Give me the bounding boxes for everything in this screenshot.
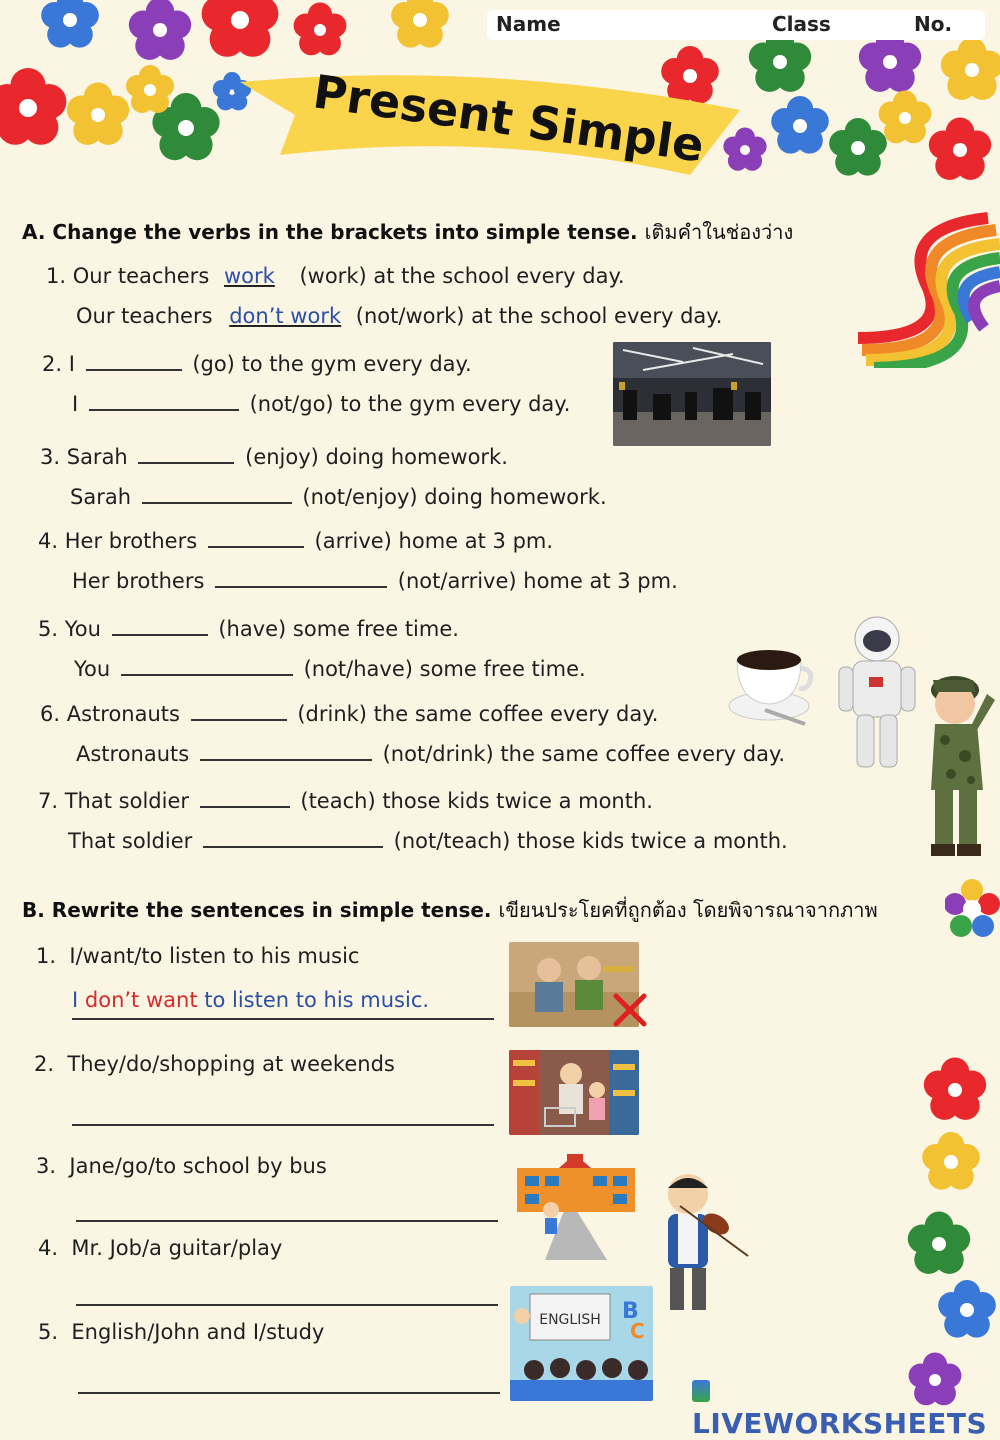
svg-text:C: C	[630, 1319, 645, 1343]
page-title: Present Simple	[309, 64, 708, 173]
school-illustration	[515, 1148, 637, 1260]
a6-input[interactable]	[191, 718, 287, 721]
a7-neg-input[interactable]	[203, 845, 383, 848]
b1-answer[interactable]: I don’t want to listen to his music.	[72, 988, 430, 1012]
b4-prompt: 4. Mr. Job/a guitar/play	[38, 1236, 283, 1260]
b1-prompt: 1. I/want/to listen to his music	[36, 944, 360, 968]
a6-neg-input[interactable]	[200, 758, 372, 761]
coffee-cup	[725, 640, 817, 730]
a2-positive: 2. I (go) to the gym every day.	[42, 352, 472, 376]
a4-neg-input[interactable]	[215, 585, 387, 588]
a5-input[interactable]	[112, 633, 208, 636]
a6-positive: 6. Astronauts (drink) the same coffee every day.	[40, 702, 659, 726]
a1-answer[interactable]: work	[223, 264, 275, 288]
a2-input[interactable]	[86, 368, 182, 371]
saluting-soldier	[915, 660, 1000, 860]
a4-negative: Her brothers (not/arrive) home at 3 pm.	[72, 569, 678, 593]
b3-prompt: 3. Jane/go/to school by bus	[36, 1154, 327, 1178]
a6-negative: Astronauts (not/drink) the same coffee every day.	[76, 742, 786, 766]
b4-answer-line[interactable]	[76, 1304, 498, 1306]
b3-answer-line[interactable]	[76, 1220, 498, 1222]
a5-neg-input[interactable]	[121, 673, 293, 676]
a4-positive: 4. Her brothers (arrive) home at 3 pm.	[38, 529, 554, 553]
a7-positive: 7. That soldier (teach) those kids twice a month.	[38, 789, 653, 813]
a2-negative: I (not/go) to the gym every day.	[72, 392, 571, 416]
a2-neg-input[interactable]	[89, 408, 239, 411]
title-banner	[220, 60, 760, 190]
gym-photo	[613, 342, 771, 446]
section-b-heading: B. Rewrite the sentences in simple tense. เขียนประโยคที่ถูกต้อง โดยพิจารณาจากภาพ	[22, 898, 878, 922]
flower-decoration-bottom	[905, 1050, 1000, 1414]
flower-decoration-b	[945, 878, 1000, 942]
a7-negative: That soldier (not/teach) those kids twice a month.	[68, 829, 788, 853]
a1-negative: Our teachers don’t work (not/work) at the school every day.	[76, 304, 723, 328]
a1-positive: 1. Our teachers work (work) at the school every day.	[46, 264, 625, 288]
a5-positive: 5. You (have) some free time.	[38, 617, 459, 641]
a3-positive: 3. Sarah (enjoy) doing homework.	[40, 445, 508, 469]
section-a-heading: A. Change the verbs in the brackets into simple tense. เติมคำในช่องว่าง	[22, 220, 794, 244]
brand-logo-icon	[692, 1380, 710, 1402]
astronaut	[835, 615, 920, 775]
a7-input[interactable]	[200, 805, 290, 808]
a1-neg-answer[interactable]: don’t work	[229, 304, 342, 328]
a3-input[interactable]	[138, 461, 234, 464]
a3-neg-input[interactable]	[142, 501, 292, 504]
name-label: Name	[496, 12, 561, 36]
a4-input[interactable]	[208, 545, 304, 548]
liveworksheets-brand: LIVEWORKSHEETS	[692, 1374, 1000, 1440]
b2-answer-line[interactable]	[72, 1124, 494, 1126]
shopping-photo	[509, 1050, 639, 1135]
cross-icon	[610, 990, 650, 1030]
a3-negative: Sarah (not/enjoy) doing homework.	[70, 485, 607, 509]
svg-text:B: B	[622, 1299, 639, 1324]
class-label: Class	[772, 12, 831, 36]
english-class-illustration	[510, 1286, 653, 1401]
a5-negative: You (not/have) some free time.	[74, 657, 586, 681]
english-board-text: ENGLISH	[539, 1312, 601, 1328]
b5-prompt: 5. English/John and I/study	[38, 1320, 325, 1344]
no-label: No.	[914, 12, 953, 36]
violin-boy	[640, 1170, 752, 1320]
b2-prompt: 2. They/do/shopping at weekends	[34, 1052, 395, 1076]
rainbow-decoration	[838, 208, 1000, 368]
header-bar	[487, 10, 985, 40]
b5-answer-line[interactable]	[78, 1392, 500, 1394]
b1-answer-line	[72, 1018, 494, 1020]
